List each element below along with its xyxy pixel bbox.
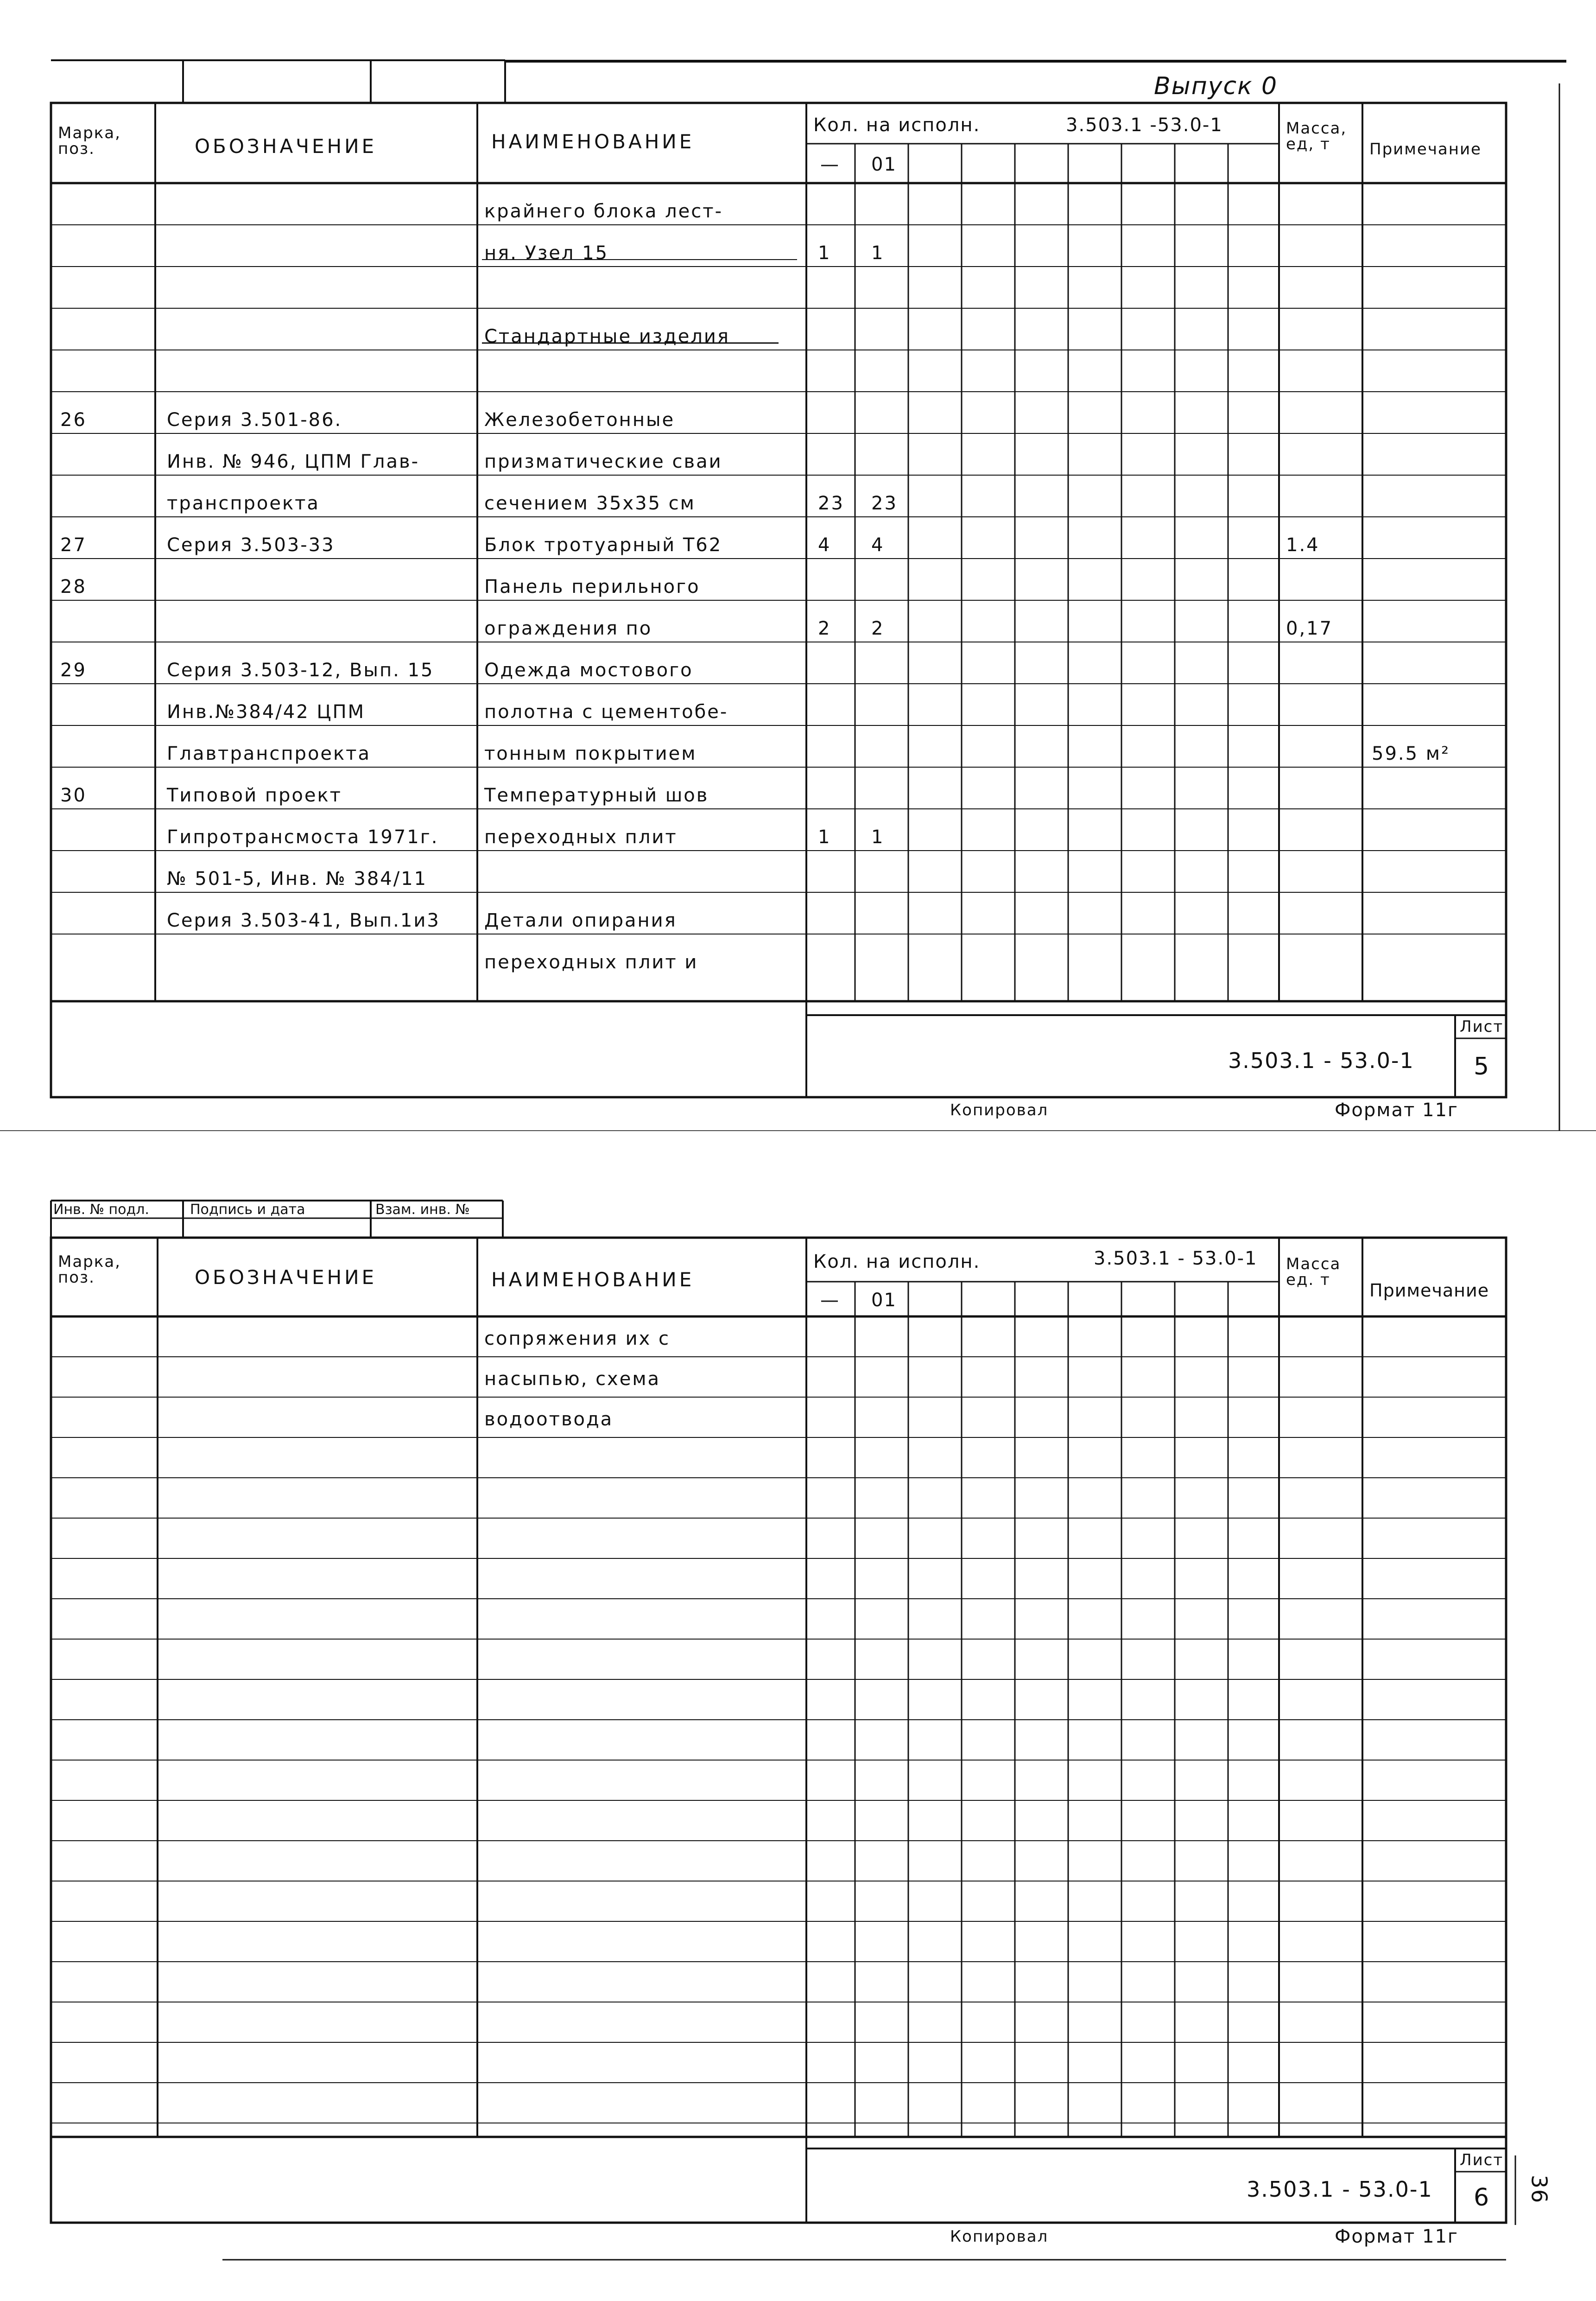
- row-9-mass: 1.4: [1286, 534, 1320, 556]
- page-number: 36: [1526, 2174, 1552, 2204]
- row-11-name: ограждения по: [484, 618, 652, 639]
- header-name: НАИМЕНОВАНИЕ: [491, 130, 695, 153]
- title-block-sheet-no: 6: [1474, 2184, 1490, 2212]
- footer-format: Формат 11г: [1335, 2226, 1458, 2247]
- header-col-01: 01: [871, 1290, 897, 1311]
- title-block-doc: 3.503.1 - 53.0-1: [1247, 2177, 1433, 2202]
- row-11-mass: 0,17: [1286, 618, 1333, 639]
- issue-label: Выпуск 0: [1154, 72, 1278, 100]
- row-2-name: насыпью, схема: [484, 1368, 661, 1390]
- row-9-mark: 27: [60, 534, 87, 556]
- header-qty: Кол. на исполн.: [813, 1251, 981, 1272]
- row-14-designation: Главтранспроекта: [167, 743, 371, 764]
- stamp-sign: Подпись и дата: [190, 1201, 305, 1218]
- row-14-note: 59.5 м²: [1372, 743, 1450, 764]
- header-mass: Масса, ед, т: [1286, 119, 1347, 153]
- header-designation: ОБОЗНАЧЕНИЕ: [195, 1266, 377, 1289]
- row-1-name: сопряжения их с: [484, 1328, 671, 1349]
- row-10-name: Панель перильного: [484, 576, 700, 597]
- sheet-2-grid: [0, 1131, 1596, 2301]
- title-block-sheet-label: Лист: [1460, 2151, 1504, 2169]
- title-block-sheet-label: Лист: [1460, 1017, 1504, 1036]
- header-mark: Марка, поз.: [58, 124, 121, 158]
- row-17-designation: № 501-5, Инв. № 384/11: [167, 868, 428, 890]
- row-12-name: Одежда мостового: [484, 660, 693, 681]
- row-10-mark: 28: [60, 576, 87, 597]
- sheet-2: [0, 1131, 1596, 2301]
- row-9-q1: 4: [871, 534, 885, 556]
- header-col-01: 01: [871, 154, 897, 175]
- row-6-mark: 26: [60, 409, 87, 431]
- row-8-designation: транспроекта: [167, 493, 320, 514]
- header-qty: Кол. на исполн.: [813, 114, 981, 136]
- row-9-q0: 4: [818, 534, 831, 556]
- row-8-q1: 23: [871, 493, 898, 514]
- row-3-name: водоотвода: [484, 1409, 614, 1430]
- row-12-designation: Серия 3.503-12, Вып. 15: [167, 660, 434, 681]
- row-8-name: сечением 35х35 см: [484, 493, 696, 514]
- row-12-mark: 29: [60, 660, 87, 681]
- row-2-name: ня. Узел 15: [484, 242, 609, 264]
- title-block-doc: 3.503.1 - 53.0-1: [1228, 1048, 1414, 1073]
- row-11-q1: 2: [871, 618, 885, 639]
- row-15-designation: Типовой проект: [167, 785, 342, 806]
- row-16-q1: 1: [871, 826, 885, 848]
- row-15-name: Температурный шов: [484, 785, 709, 806]
- row-6-name: Железобетонные: [484, 409, 675, 431]
- header-mark: Марка, поз.: [58, 1252, 121, 1287]
- header-col-dash: —: [820, 1290, 840, 1311]
- footer-copied: Копировал: [950, 1101, 1049, 1119]
- row-16-name: переходных плит: [484, 826, 678, 848]
- row-1-name: крайнего блока лест-: [484, 201, 723, 222]
- row-16-designation: Гипротрансмоста 1971г.: [167, 826, 439, 848]
- footer-format: Формат 11г: [1335, 1100, 1458, 1121]
- row-7-designation: Инв. № 946, ЦПМ Глав-: [167, 451, 420, 472]
- footer-copied: Копировал: [950, 2227, 1049, 2246]
- sheet-1: [0, 0, 1596, 1131]
- header-doc: 3.503.1 - 53.0-1: [1094, 1248, 1258, 1269]
- header-name: НАИМЕНОВАНИЕ: [491, 1268, 695, 1291]
- row-15-mark: 30: [60, 785, 87, 806]
- row-9-name: Блок тротуарный Т62: [484, 534, 722, 556]
- header-col-dash: —: [820, 154, 840, 175]
- row-8-q0: 23: [818, 493, 844, 514]
- row-13-designation: Инв.№384/42 ЦПМ: [167, 701, 366, 723]
- row-6-designation: Серия 3.501-86.: [167, 409, 342, 431]
- stamp-inv: Инв. № подл.: [53, 1201, 149, 1218]
- row-2-q0: 1: [818, 242, 831, 264]
- sheet-1-grid: [0, 0, 1596, 1131]
- row-7-name: призматические сваи: [484, 451, 722, 472]
- row-16-q0: 1: [818, 826, 831, 848]
- stamp-replace: Взам. инв. №: [375, 1201, 470, 1218]
- title-block-sheet-no: 5: [1474, 1053, 1490, 1081]
- header-mass: Масса ед. т: [1286, 1255, 1341, 1289]
- row-18-name: Детали опирания: [484, 910, 677, 931]
- header-note: Примечание: [1369, 140, 1482, 159]
- row-11-q0: 2: [818, 618, 831, 639]
- header-doc: 3.503.1 -53.0-1: [1066, 114, 1223, 136]
- row-18-designation: Серия 3.503-41, Вып.1и3: [167, 910, 440, 931]
- row-14-name: тонным покрытием: [484, 743, 697, 764]
- row-9-designation: Серия 3.503-33: [167, 534, 335, 556]
- row-19-name: переходных плит и: [484, 952, 698, 973]
- row-13-name: полотна с цементобе-: [484, 701, 728, 723]
- header-designation: ОБОЗНАЧЕНИЕ: [195, 135, 377, 158]
- header-note: Примечание: [1369, 1280, 1489, 1301]
- row-2-q1: 1: [871, 242, 885, 264]
- row-4-name: Стандартные изделия: [484, 326, 730, 347]
